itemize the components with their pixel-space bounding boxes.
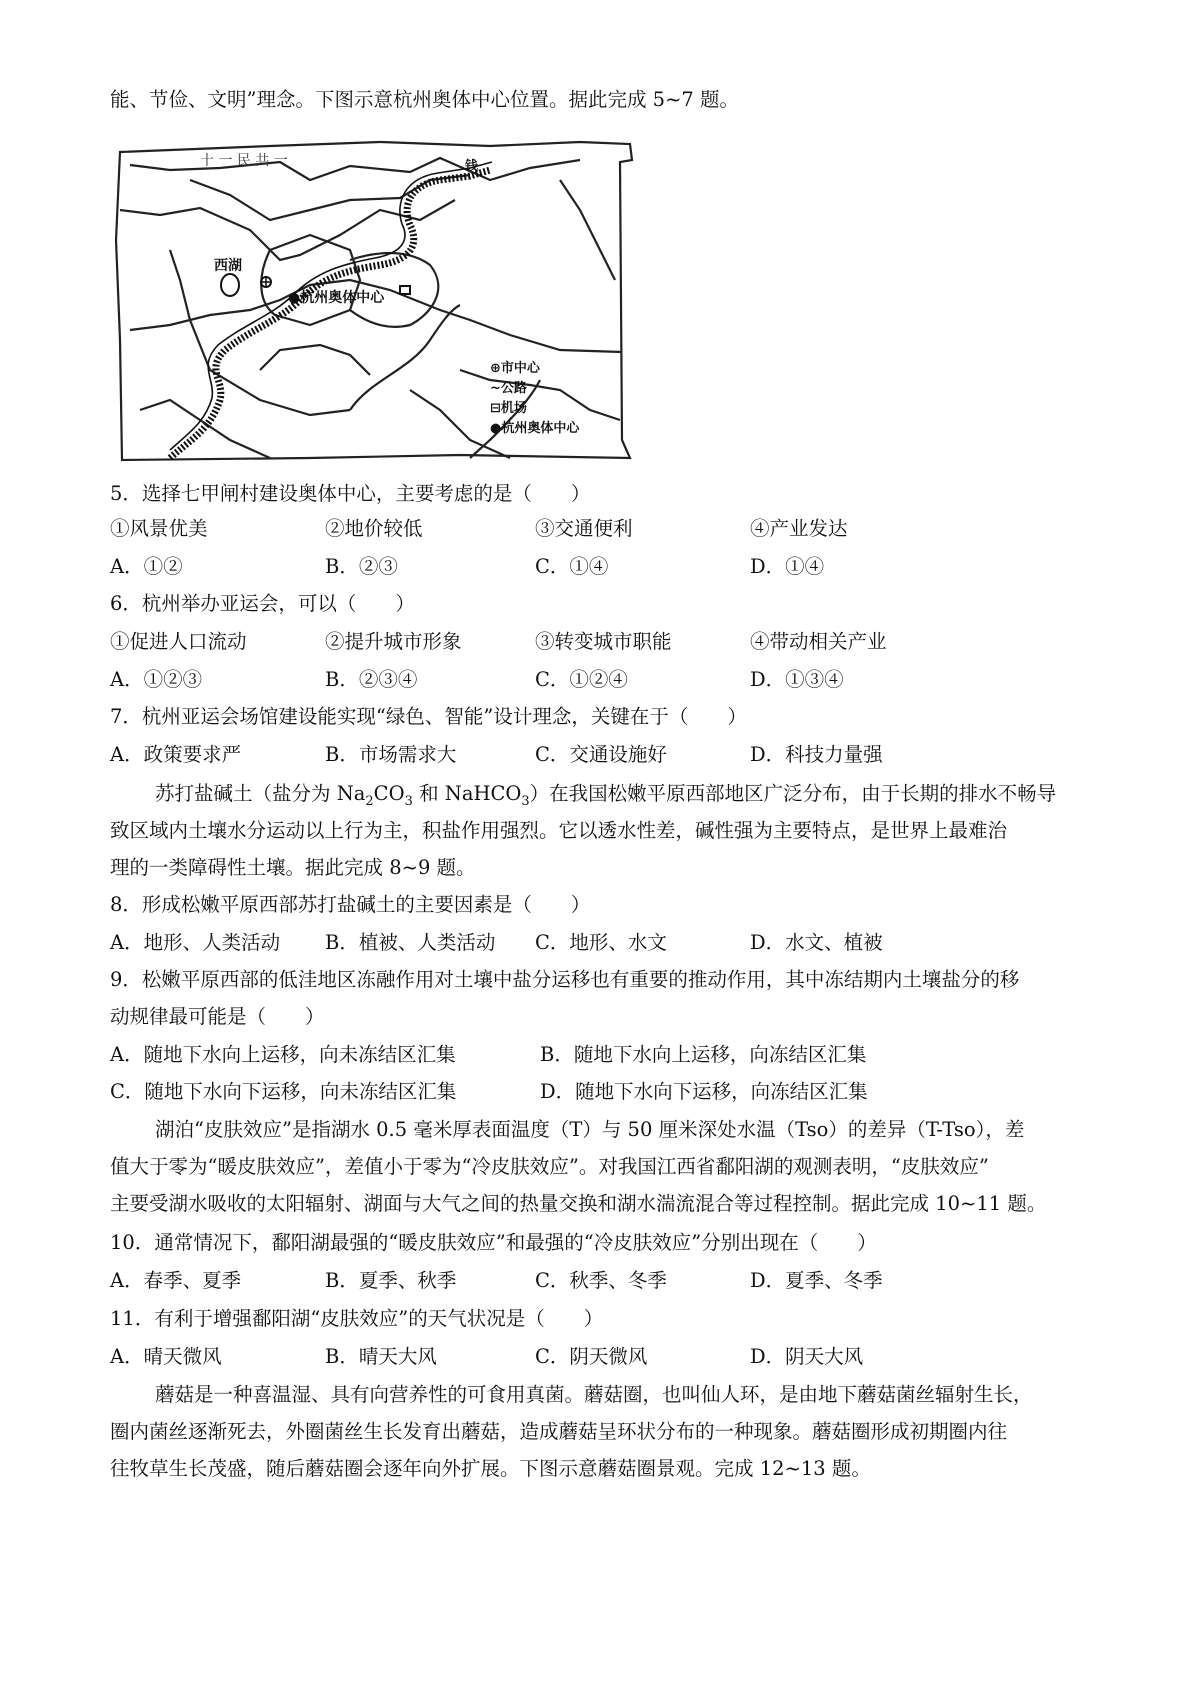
passage4-line1: 蘑菇是一种喜温湿、具有向营养性的可食用真菌。蘑菇圈，也叫仙人环，是由地下蘑菇菌丝辐射生长， (155, 1383, 1033, 1406)
q5-choice-b: B．②③ (325, 555, 398, 578)
airport-icon (400, 286, 410, 294)
q5-item: ①风景优美 (110, 517, 208, 540)
road (170, 250, 350, 415)
q9-choice-a: A．随地下水向上运移，向未冻结区汇集 (110, 1043, 456, 1066)
q7-choice-c: C．交通设施好 (535, 743, 667, 766)
passage4-line3: 往牧草生长茂盛，随后蘑菇圈会逐年向外扩展。下图示意蘑菇圈景观。完成 12~13 题。 (110, 1457, 871, 1480)
road (560, 180, 615, 280)
q5-choice-a: A．①② (110, 555, 183, 578)
road (460, 370, 620, 420)
q11-choice-b: B．晴天大风 (325, 1345, 437, 1368)
river-label: 钱 (465, 159, 479, 174)
passage2-line3: 理的一类障碍性土壤。据此完成 8~9 题。 (110, 856, 476, 879)
hangzhou-location-map (110, 140, 655, 462)
q7-choice-b: B．市场需求大 (325, 743, 457, 766)
q11-stem: 11．有利于增强鄱阳湖“皮肤效应”的天气状况是（ ） (110, 1307, 604, 1330)
q6-item: ③转变城市职能 (535, 630, 672, 653)
q6-choice-a: A．①②③ (110, 668, 203, 691)
passage4-line2: 圈内菌丝逐渐死去，外圈菌丝生长发育出蘑菇，造成蘑菇呈环状分布的一种现象。蘑菇圈形成初期圈内往 (110, 1420, 1008, 1443)
road (260, 345, 370, 375)
q10-choice-d: D．夏季、冬季 (750, 1269, 883, 1292)
map-top-text: 十 一 民 共 一 (200, 153, 288, 169)
q5-item: ④产业发达 (750, 517, 848, 540)
legend-road: ~公路 (490, 381, 527, 396)
q10-choice-a: A．春季、夏季 (110, 1269, 242, 1292)
q6-item: ④带动相关产业 (750, 630, 887, 653)
passage3-line3: 主要受湖水吸收的太阳辐射、湖面与大气之间的热量交换和湖水湍流混合等过程控制。据此完成 10~11 题。 (110, 1192, 1047, 1215)
legend-olympic-center: ●杭州奥体中心 (490, 421, 580, 436)
legend-airport: ⊟机场 (490, 401, 527, 416)
q9-stem-line1: 9．松嫩平原西部的低洼地区冻融作用对土壤中盐分运移也有重要的推动作用，其中冻结期内土壤盐分的移 (110, 968, 1020, 991)
q5-item: ②地价较低 (325, 517, 423, 540)
q5-choice-c: C．①④ (535, 555, 609, 578)
q7-choice-d: D．科技力量强 (750, 743, 883, 766)
q10-stem: 10．通常情况下，鄱阳湖最强的“暖皮肤效应”和最强的“冷皮肤效应”分别出现在（ ） (110, 1231, 877, 1254)
road (130, 158, 580, 180)
q6-choice-d: D．①③④ (750, 668, 844, 691)
q8-stem: 8．形成松嫩平原西部苏打盐碱土的主要因素是（ ） (110, 893, 591, 916)
q7-stem: 7．杭州亚运会场馆建设能实现“绿色、智能”设计理念，关键在于（ ） (110, 705, 747, 728)
q5-choice-d: D．①④ (750, 555, 825, 578)
q9-choice-b: B．随地下水向上运移，向冻结区汇集 (540, 1043, 867, 1066)
q9-choice-d: D．随地下水向下运移，向冻结区汇集 (540, 1080, 868, 1103)
passage2-line1: 苏打盐碱土（盐分为 $Na_2CO_3$ 和 NaHCO$_3$）在我国松嫩平原西部地区广泛分布，由于长期的排水不畅导 (155, 782, 1057, 809)
q8-choice-a: A．地形、人类活动 (110, 931, 281, 954)
passage3-line1: 湖泊“皮肤效应”是指湖水 0.5 毫米厚表面温度（T）与 50 厘米深处水温（Tso）的差异（T-Tso），差 (155, 1118, 1025, 1141)
q11-choice-c: C．阴天微风 (535, 1345, 648, 1368)
q10-choice-b: B．夏季、秋季 (325, 1269, 457, 1292)
q6-choice-b: B．②③④ (325, 668, 418, 691)
q9-stem-line2: 动规律最可能是（ ） (110, 1005, 325, 1028)
q11-choice-a: A．晴天微风 (110, 1345, 222, 1368)
q6-item: ①促进人口流动 (110, 630, 247, 653)
q5-item: ③交通便利 (535, 517, 633, 540)
q11-choice-d: D．阴天大风 (750, 1345, 864, 1368)
q10-choice-c: C．秋季、冬季 (535, 1269, 667, 1292)
passage2-line2: 致区域内土壤水分运动以上行为主，积盐作用强烈。它以透水性差，碱性强为主要特点，是世界上最难治 (110, 819, 1008, 842)
q8-choice-b: B．植被、人类活动 (325, 931, 496, 954)
passage3-line2: 值大于零为“暖皮肤效应”，差值小于零为“冷皮肤效应”。对我国江西省鄱阳湖的观测表明，“皮肤效应” (110, 1155, 989, 1178)
q9-choice-c: C．随地下水向下运移，向未冻结区汇集 (110, 1080, 457, 1103)
legend-city-center: ⊕市中心 (490, 361, 540, 376)
road (190, 175, 470, 220)
q6-stem: 6．杭州举办亚运会，可以（ ） (110, 592, 415, 615)
q6-item: ②提升城市形象 (325, 630, 462, 653)
q8-choice-c: C．地形、水文 (535, 931, 667, 954)
intro-tail: 能、节俭、文明”理念。下图示意杭州奥体中心位置。据此完成 5~7 题。 (110, 88, 740, 111)
q5-stem: 5．选择七甲闸村建设奥体中心，主要考虑的是（ ） (110, 482, 591, 505)
q8-choice-d: D．水文、植被 (750, 931, 883, 954)
olympic-center-label: ●杭州奥体中心 (288, 290, 385, 306)
west-lake-shape (221, 274, 239, 296)
q7-choice-a: A．政策要求严 (110, 743, 242, 766)
q6-choice-c: C．①②④ (535, 668, 628, 691)
xihu-label: 西湖 (214, 258, 242, 274)
